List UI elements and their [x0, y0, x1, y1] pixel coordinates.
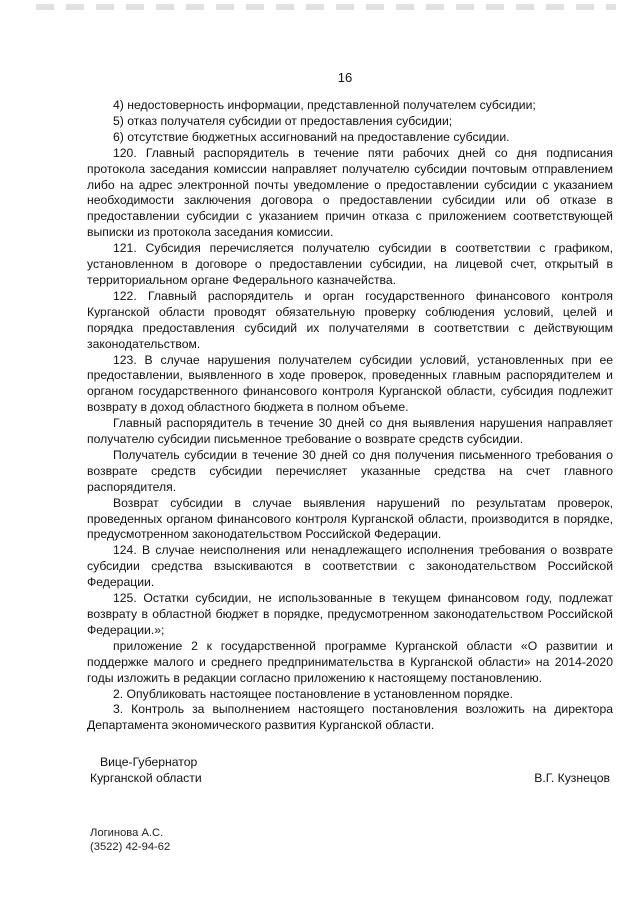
paragraph: Главный распорядитель в течение 30 дней со дня выявления нарушения направляет получателю субсидии письменное требование о возврате средств субсидии.	[87, 416, 613, 447]
signatory-name: В.Г. Кузнецов	[534, 771, 610, 785]
paragraph: 125. Остатки субсидии, не использованные в текущем финансовом году, подлежат возврату в областной бюджет в порядке, предусмотренном законодательством Российской Федерации.»;	[87, 591, 613, 637]
paragraph: 123. В случае нарушения получателем субсидии условий, установленных при ее предоставлении, выявленного в ходе проверок, проведенных главным распорядителем и органом государственного финансового контроля Курганской области, субсидия подлежит возврату в доход областного бюджета в полном объеме.	[87, 352, 613, 415]
signatory-title: Вице-Губернатор	[100, 755, 198, 769]
paragraph: Возврат субсидии в случае выявления нарушений по результатам проверок, проведенных органом финансового контроля Курганской области, производится в порядке, предусмотренном законодательством Российской Федерации.	[87, 495, 613, 542]
executor-block	[90, 826, 170, 854]
paragraph: Получатель субсидии в течение 30 дней со дня получения письменного требования о возврате средств субсидии перечисляет указанные средства на счет главного распорядителя.	[87, 447, 613, 494]
executor-phone: (3522) 42-94-62	[90, 841, 171, 853]
paragraph: 124. В случае неисполнения или ненадлежащего исполнения требования о возврате субсидии средства взыскиваются в соответствии с законодательством Российской Федерации.	[87, 543, 613, 590]
paragraph: 6) отсутствие бюджетных ассигнований на предоставление субсидии.	[113, 129, 510, 144]
paragraph: 122. Главный распорядитель и орган государственного финансового контроля Курганской области проводят обязательную проверку соблюдения условий, целей и порядка предоставления субсидий их получателями в соответствии с действующим законодательством.	[87, 288, 613, 351]
paragraph: 3. Контроль за выполнением настоящего постановления возложить на директора Департамента экономического развития Курганской области.	[87, 702, 613, 733]
signature-block	[90, 754, 610, 786]
paragraph: 4) недостоверность информации, представленной получателем субсидии;	[113, 98, 536, 112]
signatory-region: Курганской области	[90, 771, 202, 785]
document-body	[87, 98, 613, 734]
paragraph: 5) отказ получателя субсидии от предоставления субсидии;	[113, 113, 453, 128]
paragraph: 120. Главный распорядитель в течение пяти рабочих дней со дня подписания протокола заседания комиссии направляет получателю субсидии почтовым отправлением либо на адрес электронной почты уведомление о предоставлении субсидии с указанием необходимости заключения договора о предоставлении субсидии или об отказе в предоставлении субсидии с указанием причин отказа с приложением соответствующей выписки из протокола заседания комиссии.	[87, 145, 613, 240]
paragraph: приложение 2 к государственной программе Курганской области «О развитии и поддержке малого и среднего предпринимательства в Курганской области» на 2014-2020 годы изложить в редакции согласно приложению к настоящему постановлению.	[87, 638, 613, 685]
executor-name: Логинова А.С.	[90, 827, 164, 839]
paragraph: 121. Субсидия перечисляется получателю субсидии в соответствии с графиком, установленном в договоре о предоставлении субсидии, на лицевой счет, открытый в территориальном органе Федерального казначейства.	[87, 241, 613, 287]
page-number: 16	[337, 70, 353, 85]
paragraph: 2. Опубликовать настоящее постановление в установленном порядке.	[113, 686, 513, 701]
scan-header-artifacts	[36, 4, 616, 10]
